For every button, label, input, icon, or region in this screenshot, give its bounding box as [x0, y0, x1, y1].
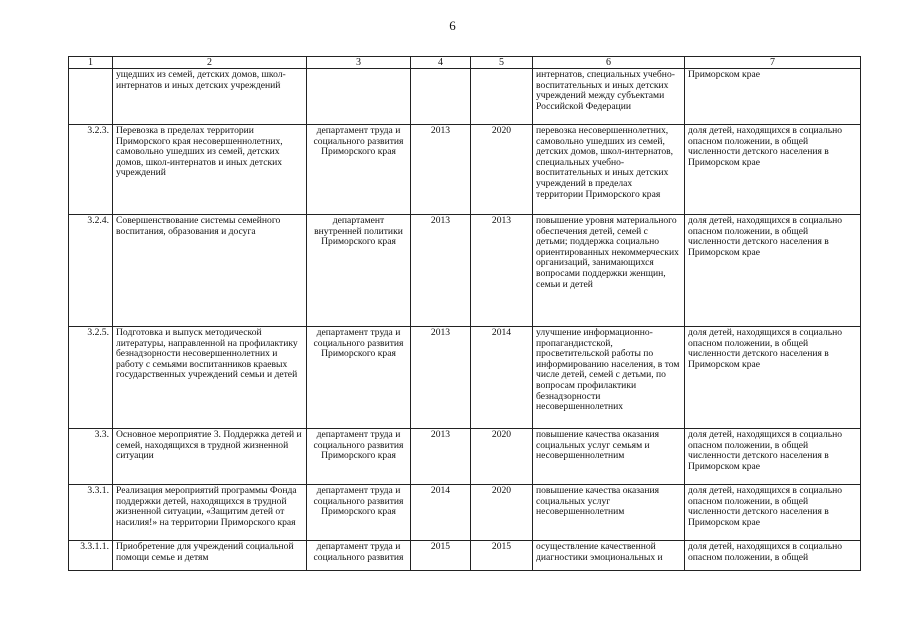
column-header: 1	[69, 57, 113, 69]
end-year: 2015	[471, 541, 533, 571]
responsible-executor: департамент труда и социального развития Приморского края	[307, 485, 411, 541]
row-number	[69, 69, 113, 125]
table-row	[69, 429, 861, 485]
expected-result: перевозка несовершеннолетних, самовольно ушедших из семей, детских домов, школ-интернатов, специальных учебно-воспитательных и иных детских учреждений в пределах территории Приморского края	[533, 125, 685, 215]
header-row	[69, 57, 861, 69]
responsible-executor: департамент труда и социального развития	[307, 541, 411, 571]
responsible-executor	[307, 69, 411, 125]
expected-result: улучшение информационно-пропагандистской, просветительской работы по информированию населения, в том числе детей, семей с детьми, по вопросам профилактики безнадзорности несовершеннолетних	[533, 327, 685, 429]
column-header: 7	[685, 57, 861, 69]
activity-name: ущедших из семей, детских домов, школ-интернатов и иных детских учреждений	[113, 69, 307, 125]
row-number: 3.3.1.1.	[69, 541, 113, 571]
start-year: 2013	[411, 327, 471, 429]
activity-name: Перевозка в пределах территории Приморского края несовершеннолетних, самовольно ушедших из семей, детских домов, школ-интернатов и иных детских учреждений	[113, 125, 307, 215]
expected-result: повышение качества оказания социальных услуг несовершеннолетним	[533, 485, 685, 541]
activity-name: Приобретение для учреждений социальной помощи семье и детям	[113, 541, 307, 571]
table-row	[69, 327, 861, 429]
page-number: 6	[449, 18, 456, 33]
start-year: 2013	[411, 125, 471, 215]
row-number: 3.3.1.	[69, 485, 113, 541]
activity-name: Подготовка и выпуск методической литературы, направленной на профилактику безнадзорности несовершеннолетних и работу с семьями воспитанников краевых государственных учреждений семьи и детей	[113, 327, 307, 429]
table-row	[69, 485, 861, 541]
related-indicator: доля детей, находящихся в социально опасном положении, в общей численности детского населения в Приморском крае	[685, 429, 861, 485]
start-year: 2014	[411, 485, 471, 541]
table-row	[69, 215, 861, 327]
start-year	[411, 69, 471, 125]
responsible-executor: департамент внутренней политики Приморского края	[307, 215, 411, 327]
activity-name: Реализация мероприятий программы Фонда поддержки детей, находящихся в трудной жизненной ситуации, «Защитим детей от насилия!» на территории Приморского края	[113, 485, 307, 541]
related-indicator: доля детей, находящихся в социально опасном положении, в общей	[685, 541, 861, 571]
table-row	[69, 125, 861, 215]
row-number: 3.2.5.	[69, 327, 113, 429]
related-indicator: доля детей, находящихся в социально опасном положении, в общей численности детского населения в Приморском крае	[685, 485, 861, 541]
end-year: 2020	[471, 485, 533, 541]
start-year: 2013	[411, 429, 471, 485]
expected-result: повышение качества оказания социальных услуг семьям и несовершеннолетним	[533, 429, 685, 485]
end-year: 2020	[471, 125, 533, 215]
end-year: 2013	[471, 215, 533, 327]
related-indicator: доля детей, находящихся в социально опасном положении, в общей численности детского населения в Приморском крае	[685, 125, 861, 215]
responsible-executor: департамент труда и социального развития Приморского края	[307, 327, 411, 429]
end-year: 2020	[471, 429, 533, 485]
table-row	[69, 541, 861, 571]
column-header: 3	[307, 57, 411, 69]
start-year: 2013	[411, 215, 471, 327]
expected-result: повышение уровня материального обеспечения детей, семей с детьми; поддержка социально ориентированных некоммерческих организаций, занимающихся вопросами поддержки женщин, семьи и детей	[533, 215, 685, 327]
end-year: 2014	[471, 327, 533, 429]
column-header: 2	[113, 57, 307, 69]
activity-name: Совершенствование системы семейного воспитания, образования и досуга	[113, 215, 307, 327]
related-indicator: доля детей, находящихся в социально опасном положении, в общей численности детского населения в Приморском крае	[685, 327, 861, 429]
start-year: 2015	[411, 541, 471, 571]
expected-result: осуществление качественной диагностики эмоциональных и	[533, 541, 685, 571]
row-number: 3.3.	[69, 429, 113, 485]
related-indicator: Приморском крае	[685, 69, 861, 125]
column-header: 4	[411, 57, 471, 69]
related-indicator: доля детей, находящихся в социально опасном положении, в общей численности детского населения в Приморском крае	[685, 215, 861, 327]
end-year	[471, 69, 533, 125]
responsible-executor: департамент труда и социального развития Приморского края	[307, 125, 411, 215]
row-number: 3.2.4.	[69, 215, 113, 327]
responsible-executor: департамент труда и социального развития Приморского края	[307, 429, 411, 485]
plan-table	[68, 56, 861, 571]
column-header: 6	[533, 57, 685, 69]
activity-name: Основное мероприятие 3. Поддержка детей и семей, находящихся в трудной жизненной ситуации	[113, 429, 307, 485]
expected-result: интернатов, специальных учебно-воспитательных и иных детских учреждений между субъектами Российской Федерации	[533, 69, 685, 125]
table-row	[69, 69, 861, 125]
row-number: 3.2.3.	[69, 125, 113, 215]
column-header: 5	[471, 57, 533, 69]
